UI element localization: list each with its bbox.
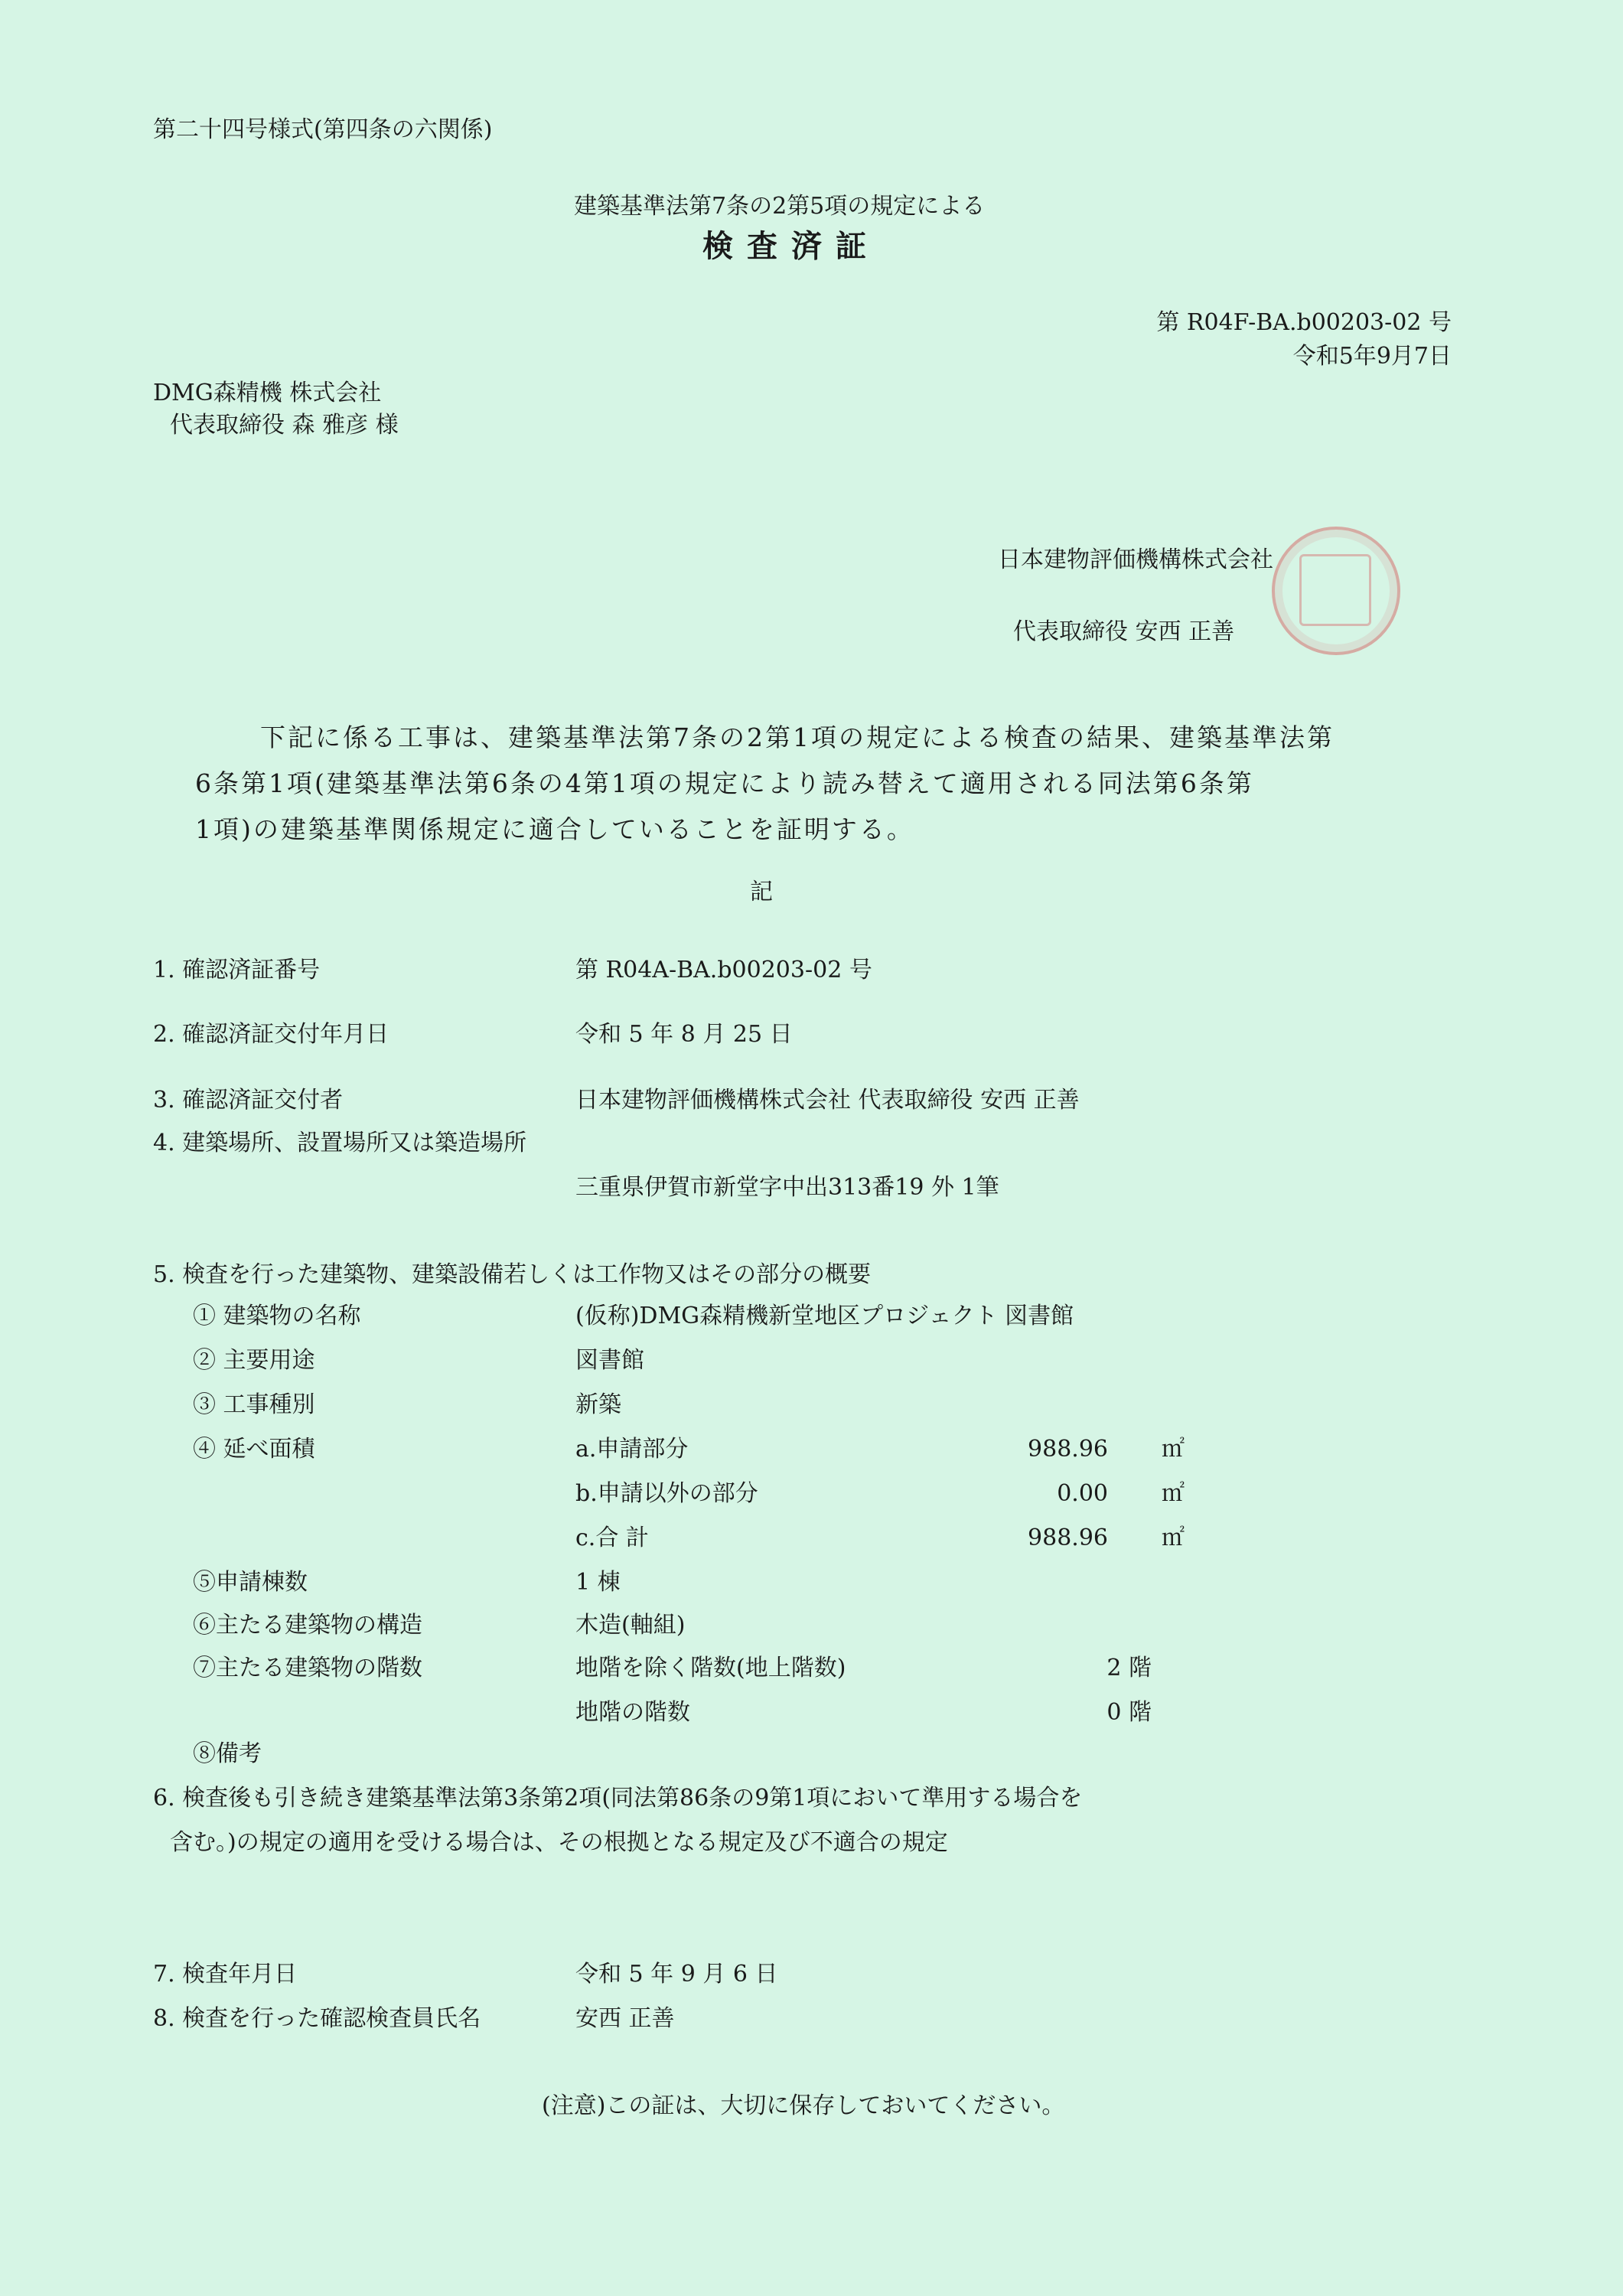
floors-row-value: 0 階 <box>1106 1699 1152 1726</box>
floor-area-row-unit: ㎡ <box>1162 1480 1185 1507</box>
item-4-label: 4. 建築場所、設置場所又は築造場所 <box>153 1130 527 1156</box>
floor-area-row-unit: ㎡ <box>1162 1525 1185 1551</box>
item-2-value: 令和 5 年 8 月 25 日 <box>575 1021 793 1048</box>
floor-area-row-unit: ㎡ <box>1162 1436 1185 1463</box>
item-8-label: 8. 検査を行った確認検査員氏名 <box>153 2005 481 2032</box>
addressee-person: 代表取締役 森 雅彦 様 <box>170 412 399 439</box>
sub-8-label: ⑧備考 <box>193 1740 262 1767</box>
sub-1-value: (仮称)DMG森精機新堂地区プロジェクト 図書館 <box>575 1303 1074 1329</box>
floors-row-name: 地階を除く階数(地上階数) <box>575 1655 846 1681</box>
addressee-company: DMG森精機 株式会社 <box>153 380 382 406</box>
item-7-label: 7. 検査年月日 <box>153 1961 298 1988</box>
sub-2-label: ② 主要用途 <box>193 1347 315 1374</box>
item-6-line-2: 含む。)の規定の適用を受ける場合は、その根拠となる規定及び不適合の規定 <box>170 1829 948 1856</box>
body-paragraph <box>153 715 1377 853</box>
body-line: 1項)の建築基準関係規定に適合していることを証明する。 <box>195 814 914 844</box>
floors-row-name: 地階の階数 <box>575 1699 690 1726</box>
form-label: 第二十四号様式(第四条の六関係) <box>153 116 493 143</box>
floors-row-value: 2 階 <box>1106 1655 1152 1681</box>
item-2-label: 2. 確認済証交付年月日 <box>153 1021 389 1048</box>
ki-marker: 記 <box>750 879 773 905</box>
floor-area-row-value: 988.96 <box>1028 1436 1108 1463</box>
sub-2-value: 図書館 <box>575 1347 644 1374</box>
floor-area-row-name: a.申請部分 <box>575 1436 689 1463</box>
item-8-value: 安西 正善 <box>575 2005 675 2032</box>
sub-5-value: 1 棟 <box>575 1569 621 1596</box>
document-title: 検査済証 <box>702 228 880 264</box>
item-1-label: 1. 確認済証番号 <box>153 957 321 983</box>
body-line: 下記に係る工事は、建築基準法第7条の2第1項の規定による検査の結果、建築基準法第 <box>260 722 1335 752</box>
issuer-representative: 代表取締役 安西 正善 <box>1013 618 1235 645</box>
official-seal <box>1272 527 1400 655</box>
item-6-line-1: 6. 検査後も引き続き建築基準法第3条第2項(同法第86条の9第1項において準用する場合を <box>153 1785 1083 1812</box>
floor-area-row-name: b.申請以外の部分 <box>575 1480 758 1507</box>
floor-area-row-value: 988.96 <box>1028 1525 1108 1551</box>
certificate-number: 第 R04F-BA.b00203-02 号 <box>1156 309 1452 336</box>
body-line: 6条第1項(建築基準法第6条の4第1項の規定により読み替えて適用される同法第6条第 <box>195 768 1254 798</box>
sub-3-label: ③ 工事種別 <box>193 1391 315 1418</box>
sub-6-value: 木造(軸組) <box>575 1612 686 1639</box>
item-3-label: 3. 確認済証交付者 <box>153 1087 344 1114</box>
item-7-value: 令和 5 年 9 月 6 日 <box>575 1961 778 1988</box>
sub-4-label: ④ 延べ面積 <box>193 1436 315 1463</box>
sub-6-label: ⑥主たる建築物の構造 <box>193 1612 422 1639</box>
sub-5-label: ⑤申請棟数 <box>193 1569 308 1596</box>
footer-note: (注意)この証は、大切に保存しておいてください。 <box>542 2092 1065 2119</box>
floor-area-row-name: c.合 計 <box>575 1525 649 1551</box>
sub-1-label: ① 建築物の名称 <box>193 1303 361 1329</box>
item-4-value: 三重県伊賀市新堂字中出313番19 外 1筆 <box>575 1174 999 1201</box>
item-1-value: 第 R04A-BA.b00203-02 号 <box>575 957 872 983</box>
issue-date: 令和5年9月7日 <box>1292 343 1452 370</box>
item-5-label: 5. 検査を行った建築物、建築設備若しくは工作物又はその部分の概要 <box>153 1261 872 1288</box>
issuer-organization: 日本建物評価機構株式会社 <box>998 546 1273 573</box>
sub-3-value: 新築 <box>575 1391 621 1418</box>
floor-area-row-value: 0.00 <box>1057 1480 1108 1507</box>
item-3-value: 日本建物評価機構株式会社 代表取締役 安西 正善 <box>575 1087 1080 1114</box>
sub-7-label: ⑦主たる建築物の階数 <box>193 1655 422 1681</box>
subtitle: 建築基準法第7条の2第5項の規定による <box>574 193 986 220</box>
